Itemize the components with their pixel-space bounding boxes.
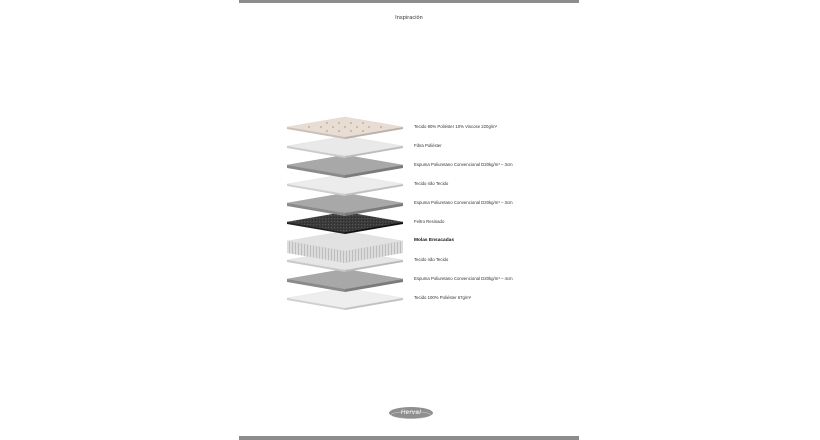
logo-text: Herval xyxy=(400,410,422,416)
layer-label: Espuma Poliuretano Convencional D20kg/m³ – 4cm xyxy=(414,276,513,281)
layer-label: Molas Ensacadas xyxy=(414,238,454,243)
layer-3 xyxy=(287,155,403,178)
layer-9 xyxy=(287,269,403,292)
layer-label: Feltro Resinado xyxy=(414,219,445,224)
page-top-bar xyxy=(239,0,579,3)
layer-label: Espuma Poliuretano Convencional D20kg/m³ – 3cm xyxy=(414,162,513,167)
layer-1 xyxy=(287,117,403,139)
layer-label: Espuma Poliuretano Convencional D20kg/m³ – 3cm xyxy=(414,200,513,205)
document-title: Inspiración xyxy=(395,15,423,21)
layer-5 xyxy=(287,193,403,216)
layer-label: Tecido não Tecido xyxy=(414,257,449,262)
mattress-layer-stack xyxy=(282,110,412,320)
layer-label: Tecido não Tecido xyxy=(414,181,449,186)
layer-label: Tecido 90% Poliéster 10% Viscose 220g/m² xyxy=(414,124,498,129)
herval-logo xyxy=(388,406,434,420)
layer-label: Fibra Poliéster xyxy=(414,143,442,148)
layer-label: Tecido 100% Poliéster 67g/m² xyxy=(414,295,472,300)
mattress-layers-illustration xyxy=(282,110,412,320)
page-bottom-bar xyxy=(239,436,579,440)
layer-2 xyxy=(287,136,403,158)
